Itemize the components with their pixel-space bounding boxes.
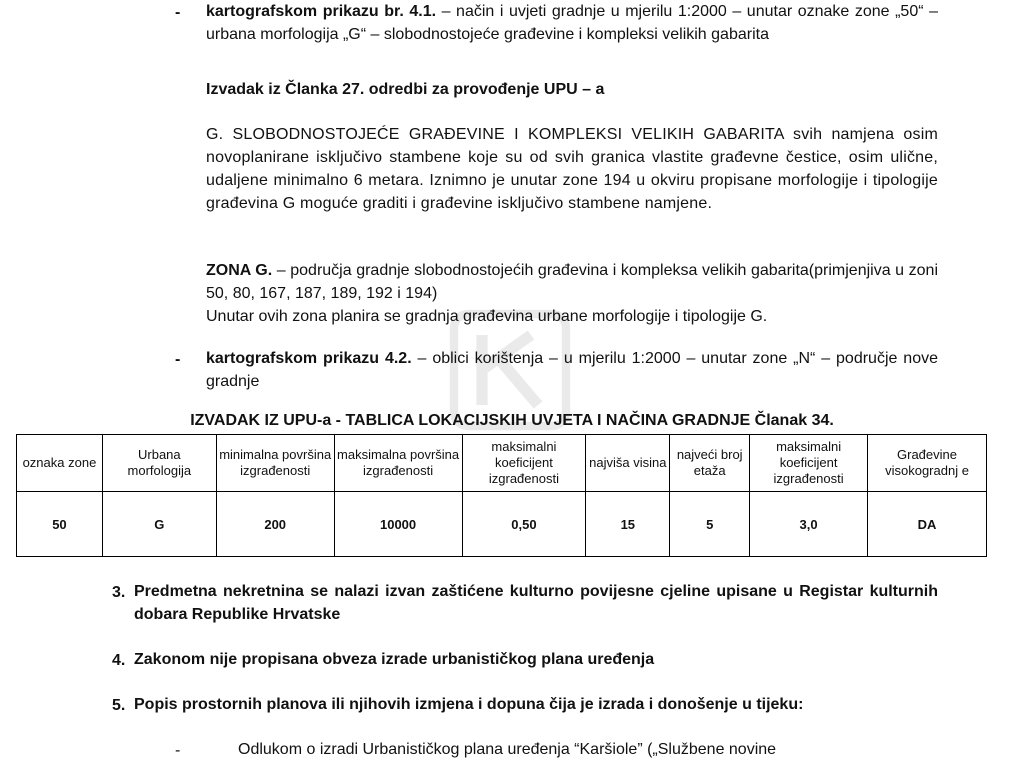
bullet-text: – način i uvjeti gradnje u mjerilu 1:2000 – unutar oznake zone „50“ – urbana morfologija „G“ – slobodnostojeće građevine i kompleksi velikih gabarita [206,3,939,43]
zona-lead: ZONA G. [206,262,273,279]
table-cell: G [102,492,216,557]
bullet-marker: - [175,4,181,21]
excerpt-heading: Izvadak iz Članka 27. odredbi za provođenje UPU – a [206,81,605,98]
bullet-marker: - [175,351,181,368]
table-cell: 15 [586,492,670,557]
table-cell: DA [868,492,987,557]
table-cell: 0,50 [462,492,586,557]
table-cell: 50 [17,492,103,557]
table-header-cell: maksimalni koeficijent izgrađenosti [462,435,586,492]
location-conditions-table [16,434,987,557]
numbered-marker: 3. [112,584,126,601]
bullet-lead: kartografskom prikazu 4.2. [206,350,412,367]
table-cell: 5 [670,492,750,557]
table-header-cell: oznaka zone [17,435,103,492]
numbered-marker: 4. [112,652,126,669]
table-cell: 10000 [334,492,462,557]
table-header-cell: maksimalni koeficijent izgrađenosti [750,435,868,492]
table-header-cell: Građevine visokogradnj e [868,435,987,492]
bullet-lead: kartografskom prikazu br. 4.1. [206,3,437,20]
bullet-text: – oblici korištenja – u mjerilu 1:2000 – unutar zone „N“ – područje nove gradnje [206,350,938,390]
zona-text: – područja gradnje slobodnostojećih građevina i kompleksa velikih gabarita(primjenjiva u zoni 50, 80, 167, 187, 189, 192 i 194) [206,262,938,302]
table-cell: 3,0 [750,492,868,557]
numbered-item-3: Predmetna nekretnina se nalazi izvan zaštićene kulturno povijesne cjeline upisane u Registar kulturnih dobara Republike Hrvatske [134,583,938,623]
table-cell: 200 [216,492,334,557]
table-title: IZVADAK IZ UPU-a - TABLICA LOKACIJSKIH UVJETA I NAČINA GRADNJE Članak 34. [190,412,834,429]
numbered-item-5: Popis prostornih planova ili njihovih izmjena i dopuna čija je izrada i donošenje u tijeku: [134,696,804,713]
zona-g-paragraph [206,259,938,328]
paragraph-g: G. SLOBODNOSTOJEĆE GRAĐEVINE I KOMPLEKSI VELIKIH GABARITA svih namjena osim novoplanirane isključivo stambene koje su od svih granica vlastite građevne čestice, osim ulične, udaljene minimalno 6 metara. Iznimno je unutar zone 194 u okviru propisane morfologije i tipologije građevina G moguće graditi i građevine isključivo stambene namjene. [206,126,938,212]
table-row [17,492,987,557]
zona-line2: Unutar ovih zona planira se gradnja građevina urbane morfologije i tipologije G. [206,308,768,325]
table-header-cell: Urbana morfologija [102,435,216,492]
sub-bullet-marker: - [175,742,181,759]
table-header-row [17,435,987,492]
bullet-item-4-1 [206,0,938,46]
table-header-cell: maksimalna površina izgrađenosti [334,435,462,492]
table-header-cell: najviša visina [586,435,670,492]
table-header-cell: minimalna površina izgrađenosti [216,435,334,492]
sub-bullet-text: Odlukom o izradi Urbanističkog plana uređenja “Karšiole” („Službene novine [238,741,777,758]
numbered-marker: 5. [112,697,126,714]
numbered-item-4: Zakonom nije propisana obveza izrade urbanističkog plana uređenja [134,651,655,668]
table-header-cell: najveći broj etaža [670,435,750,492]
bullet-item-4-2 [206,347,938,393]
